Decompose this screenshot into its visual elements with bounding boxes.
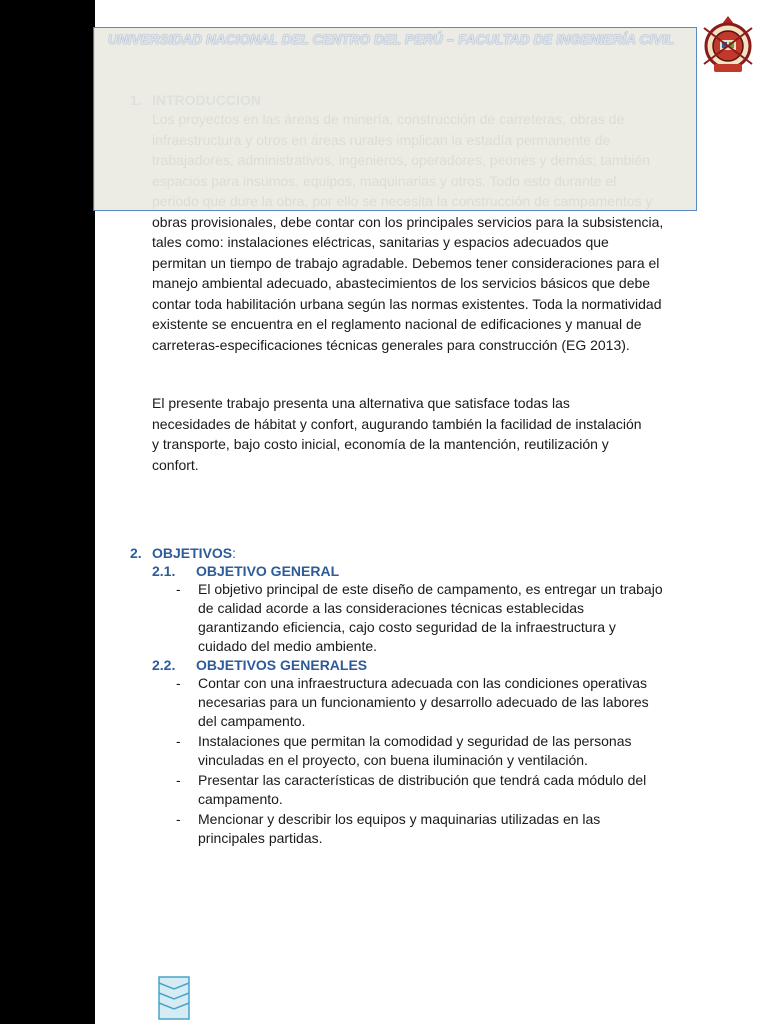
dash-bullet: - xyxy=(176,733,181,749)
left-black-margin xyxy=(0,0,95,1024)
subsection-heading-objetivos-generales xyxy=(152,657,367,673)
list-item-text: Mencionar y describir los equipos y maquinarias utilizadas en las principales partidas. xyxy=(198,811,601,846)
subsection-title: OBJETIVOS GENERALES xyxy=(196,657,368,673)
list-item xyxy=(176,674,666,731)
list-item xyxy=(176,732,666,770)
subsection-title: OBJETIVO GENERAL xyxy=(196,563,340,579)
intro-paragraph-1: obras provisionales, debe contar con los principales servicios para la subsistencia, tales como: instalaciones eléctricas, sanitarias y espacios adecuados que permitan un tiempo de trabajo agradable. Debemos tener consideraciones para el manejo ambiental adecuado, abastecimientos de los servicios básicos que debe contar toda habilitación urbana según las normas existentes. Toda la normatividad existente se encuentra en el reglamento nacional de edificaciones y manual de carreteras-especificaciones técnicas generales para construcción (EG 2013). xyxy=(152,213,664,353)
list-item xyxy=(176,810,666,848)
dash-bullet: - xyxy=(176,811,181,827)
list-item-text: Contar con una infraestructura adecuada con las condiciones operativas necesarias para un funcionamiento y desarrollo adecuado de las labores del campamento. xyxy=(198,675,649,729)
dash-bullet: - xyxy=(176,772,181,788)
section-number: 2. xyxy=(130,545,142,561)
dash-bullet: - xyxy=(176,581,181,597)
subsection-number: 2.2. xyxy=(152,657,176,673)
intro-paragraph-2: El presente trabajo presenta una alternativa que satisface todas las necesidades de hábitat y confort, augurando también la facilidad de instalación y transporte, bajo costo inicial, economía de la mantención, reutilización y confort. xyxy=(152,395,642,473)
subsection-heading-objetivo-general xyxy=(152,563,339,579)
objetivos-generales-list xyxy=(176,674,666,849)
list-item xyxy=(176,771,666,809)
list-item-text: El objetivo principal de este diseño de campamento, es entregar un trabajo de calidad acorde a las consideraciones técnicas establecidas garantizando eficiencia, cajo costo seguridad de la infraestructura y cuidado del medio ambiente. xyxy=(198,581,663,654)
dash-bullet: - xyxy=(176,675,181,691)
header-banner xyxy=(93,27,697,211)
list-item xyxy=(176,580,666,656)
section-title-colon: : xyxy=(232,545,237,561)
page-scroll-icon[interactable] xyxy=(157,975,191,1021)
section-heading-objetivos xyxy=(130,545,236,561)
list-item-text: Instalaciones que permitan la comodidad y seguridad de las personas vinculadas en el proyecto, con buena iluminación y ventilación. xyxy=(198,733,632,768)
section-title: OBJETIVOS xyxy=(152,545,233,561)
university-seal-icon xyxy=(700,14,756,76)
objetivo-general-list xyxy=(176,580,666,657)
header-title: UNIVERSIDAD NACIONAL DEL CENTRO DEL PERÚ – FACULTAD DE INGENIERÍA CIVIL xyxy=(108,32,675,47)
list-item-text: Presentar las características de distribución que tendrá cada módulo del campamento. xyxy=(198,772,647,807)
subsection-number: 2.1. xyxy=(152,563,176,579)
